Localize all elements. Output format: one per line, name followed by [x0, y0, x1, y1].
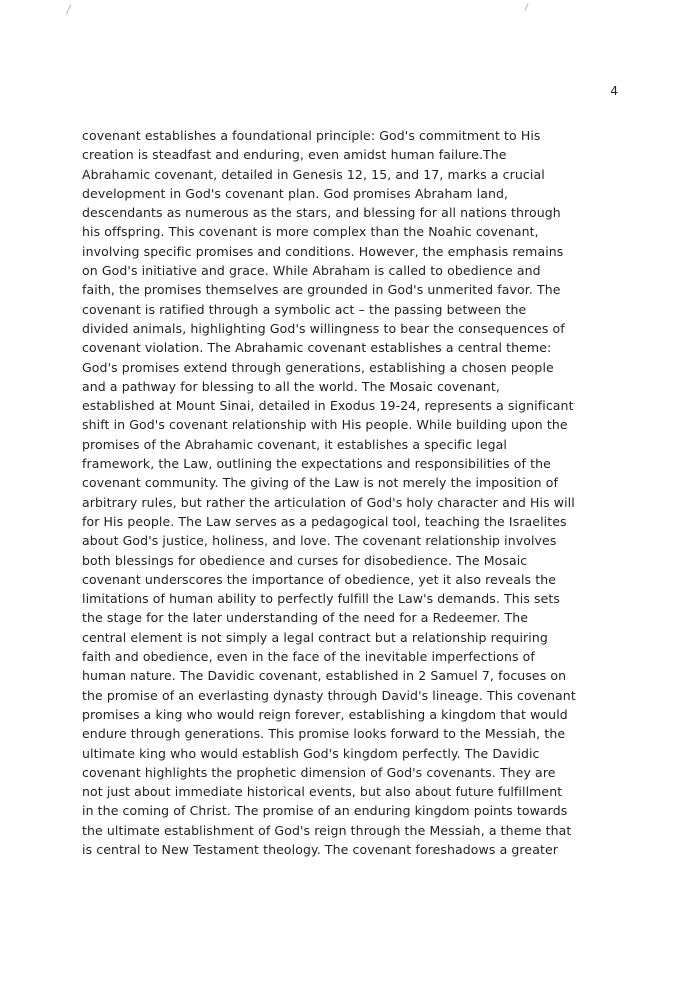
text-line: limitations of human ability to perfectly fulfill the Law's demands. This sets	[82, 591, 561, 607]
text-line: in the coming of Christ. The promise of an enduring kingdom points towards	[82, 803, 568, 819]
text-line: divided animals, highlighting God's willingness to bear the consequences of	[82, 320, 565, 336]
text-line: descendants as numerous as the stars, and blessing for all nations through	[82, 205, 561, 221]
text-line: endure through generations. This promise looks forward to the Messiah, the	[82, 726, 566, 742]
text-line: about God's justice, holiness, and love. The covenant relationship involves	[82, 533, 557, 549]
text-line: covenant underscores the importance of obedience, yet it also reveals the	[82, 571, 557, 587]
text-line: Abrahamic covenant, detailed in Genesis 12, 15, and 17, marks a crucial	[82, 166, 545, 182]
text-line: creation is steadfast and enduring, even amidst human failure.The	[82, 147, 507, 163]
text-line: both blessings for obedience and curses for disobedience. The Mosaic	[82, 552, 528, 568]
text-line: covenant highlights the prophetic dimension of God's covenants. They are	[82, 764, 556, 780]
page-body-text	[82, 126, 630, 859]
text-line: promises of the Abrahamic covenant, it establishes a specific legal	[82, 436, 507, 452]
text-line: faith, the promises themselves are grounded in God's unmerited favor. The	[82, 282, 561, 298]
text-line: faith and obedience, even in the face of the inevitable imperfections of	[82, 649, 535, 665]
text-line: covenant violation. The Abrahamic covenant establishes a central theme:	[82, 340, 552, 356]
text-line: the promise of an everlasting dynasty through David's lineage. This covenant	[82, 687, 576, 703]
text-line: is central to New Testament theology. The covenant foreshadows a greater	[82, 841, 558, 857]
text-line: central element is not simply a legal contract but a relationship requiring	[82, 629, 548, 645]
text-line: human nature. The Davidic covenant, established in 2 Samuel 7, focuses on	[82, 668, 567, 684]
text-line: promises a king who would reign forever, establishing a kingdom that would	[82, 706, 568, 722]
text-line: the stage for the later understanding of the need for a Redeemer. The	[82, 610, 529, 626]
text-line: framework, the Law, outlining the expectations and responsibilities of the	[82, 456, 551, 472]
text-line: ultimate king who would establish God's kingdom perfectly. The Davidic	[82, 745, 540, 761]
text-line: development in God's covenant plan. God promises Abraham land,	[82, 185, 509, 201]
text-line: on God's initiative and grace. While Abraham is called to obedience and	[82, 263, 541, 279]
stray-mark	[524, 3, 528, 11]
text-line: covenant community. The giving of the Law is not merely the imposition of	[82, 475, 558, 491]
text-line: his offspring. This covenant is more complex than the Noahic covenant,	[82, 224, 539, 240]
text-line: for His people. The Law serves as a pedagogical tool, teaching the Israelites	[82, 513, 567, 529]
text-line: covenant establishes a foundational principle: God's commitment to His	[82, 128, 541, 143]
text-line: covenant is ratified through a symbolic act – the passing between the	[82, 301, 527, 317]
text-line: shift in God's covenant relationship with His people. While building upon the	[82, 417, 568, 433]
page-number: 4	[610, 84, 618, 98]
text-line: the ultimate establishment of God's reign through the Messiah, a theme that	[82, 822, 572, 838]
text-line: established at Mount Sinai, detailed in Exodus 19-24, represents a significant	[82, 398, 574, 414]
text-line: not just about immediate historical events, but also about future fulfillment	[82, 784, 563, 800]
stray-mark	[66, 4, 72, 14]
text-line: God's promises extend through generations, establishing a chosen people	[82, 359, 554, 375]
text-line: and a pathway for blessing to all the world. The Mosaic covenant,	[82, 378, 500, 394]
text-line: involving specific promises and conditions. However, the emphasis remains	[82, 243, 564, 259]
text-line: arbitrary rules, but rather the articulation of God's holy character and His will	[82, 494, 575, 510]
